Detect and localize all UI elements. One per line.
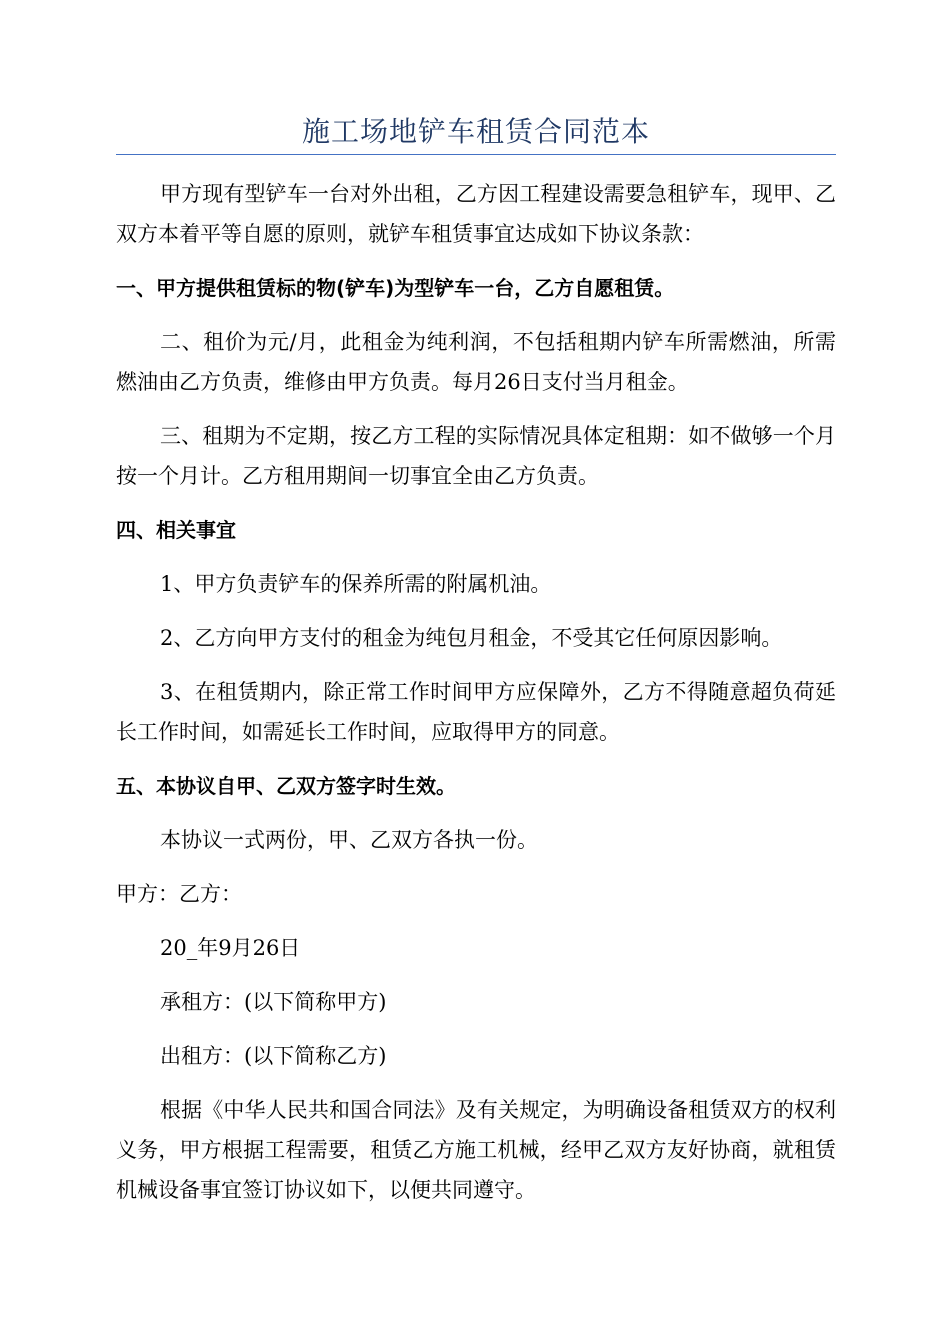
heading-clause-4: 四、相关事宜 [116, 518, 236, 542]
paragraph-lessee: 承租方：(以下简称甲方) [160, 990, 387, 1014]
paragraph-signatures: 甲方：乙方： [116, 882, 242, 906]
paragraph-preamble: 根据《中华人民共和国合同法》及有关规定，为明确设备租赁双方的权利义务，甲方根据工程需要，租赁乙方施工机械，经甲乙双方友好协商，就租赁机械设备事宜签订协议如下，以便共同遵守。 [116, 1098, 836, 1202]
paragraph-lessor: 出租方：(以下简称乙方) [160, 1044, 387, 1068]
document-body [116, 174, 836, 1210]
paragraph-item-3: 3、在租赁期内，除正常工作时间甲方应保障外，乙方不得随意超负荷延长工作时间，如需延长工作时间，应取得甲方的同意。 [116, 680, 836, 744]
heading-clause-1: 一、甲方提供租赁标的物(铲车)为型铲车一台，乙方自愿租赁。 [116, 276, 675, 300]
paragraph-intro: 甲方现有型铲车一台对外出租，乙方因工程建设需要急租铲车，现甲、乙双方本着平等自愿的原则，就铲车租赁事宜达成如下协议条款： [116, 182, 836, 246]
heading-clause-5: 五、本协议自甲、乙双方签字时生效。 [116, 774, 456, 798]
paragraph-clause-2: 二、租价为元/月，此租金为纯利润，不包括租期内铲车所需燃油，所需燃油由乙方负责，维修由甲方负责。每月26日支付当月租金。 [116, 330, 836, 394]
paragraph-item-1: 1、甲方负责铲车的保养所需的附属机油。 [160, 572, 552, 596]
paragraph-item-2: 2、乙方向甲方支付的租金为纯包月租金，不受其它任何原因影响。 [160, 626, 783, 650]
title-underline [116, 154, 836, 155]
paragraph-copies: 本协议一式两份，甲、乙双方各执一份。 [160, 828, 538, 852]
paragraph-clause-3: 三、租期为不定期，按乙方工程的实际情况具体定租期：如不做够一个月按一个月计。乙方租用期间一切事宜全由乙方负责。 [116, 424, 836, 488]
paragraph-date: 20_年9月26日 [160, 936, 301, 960]
document-title: 施工场地铲车租赁合同范本 [301, 115, 650, 148]
